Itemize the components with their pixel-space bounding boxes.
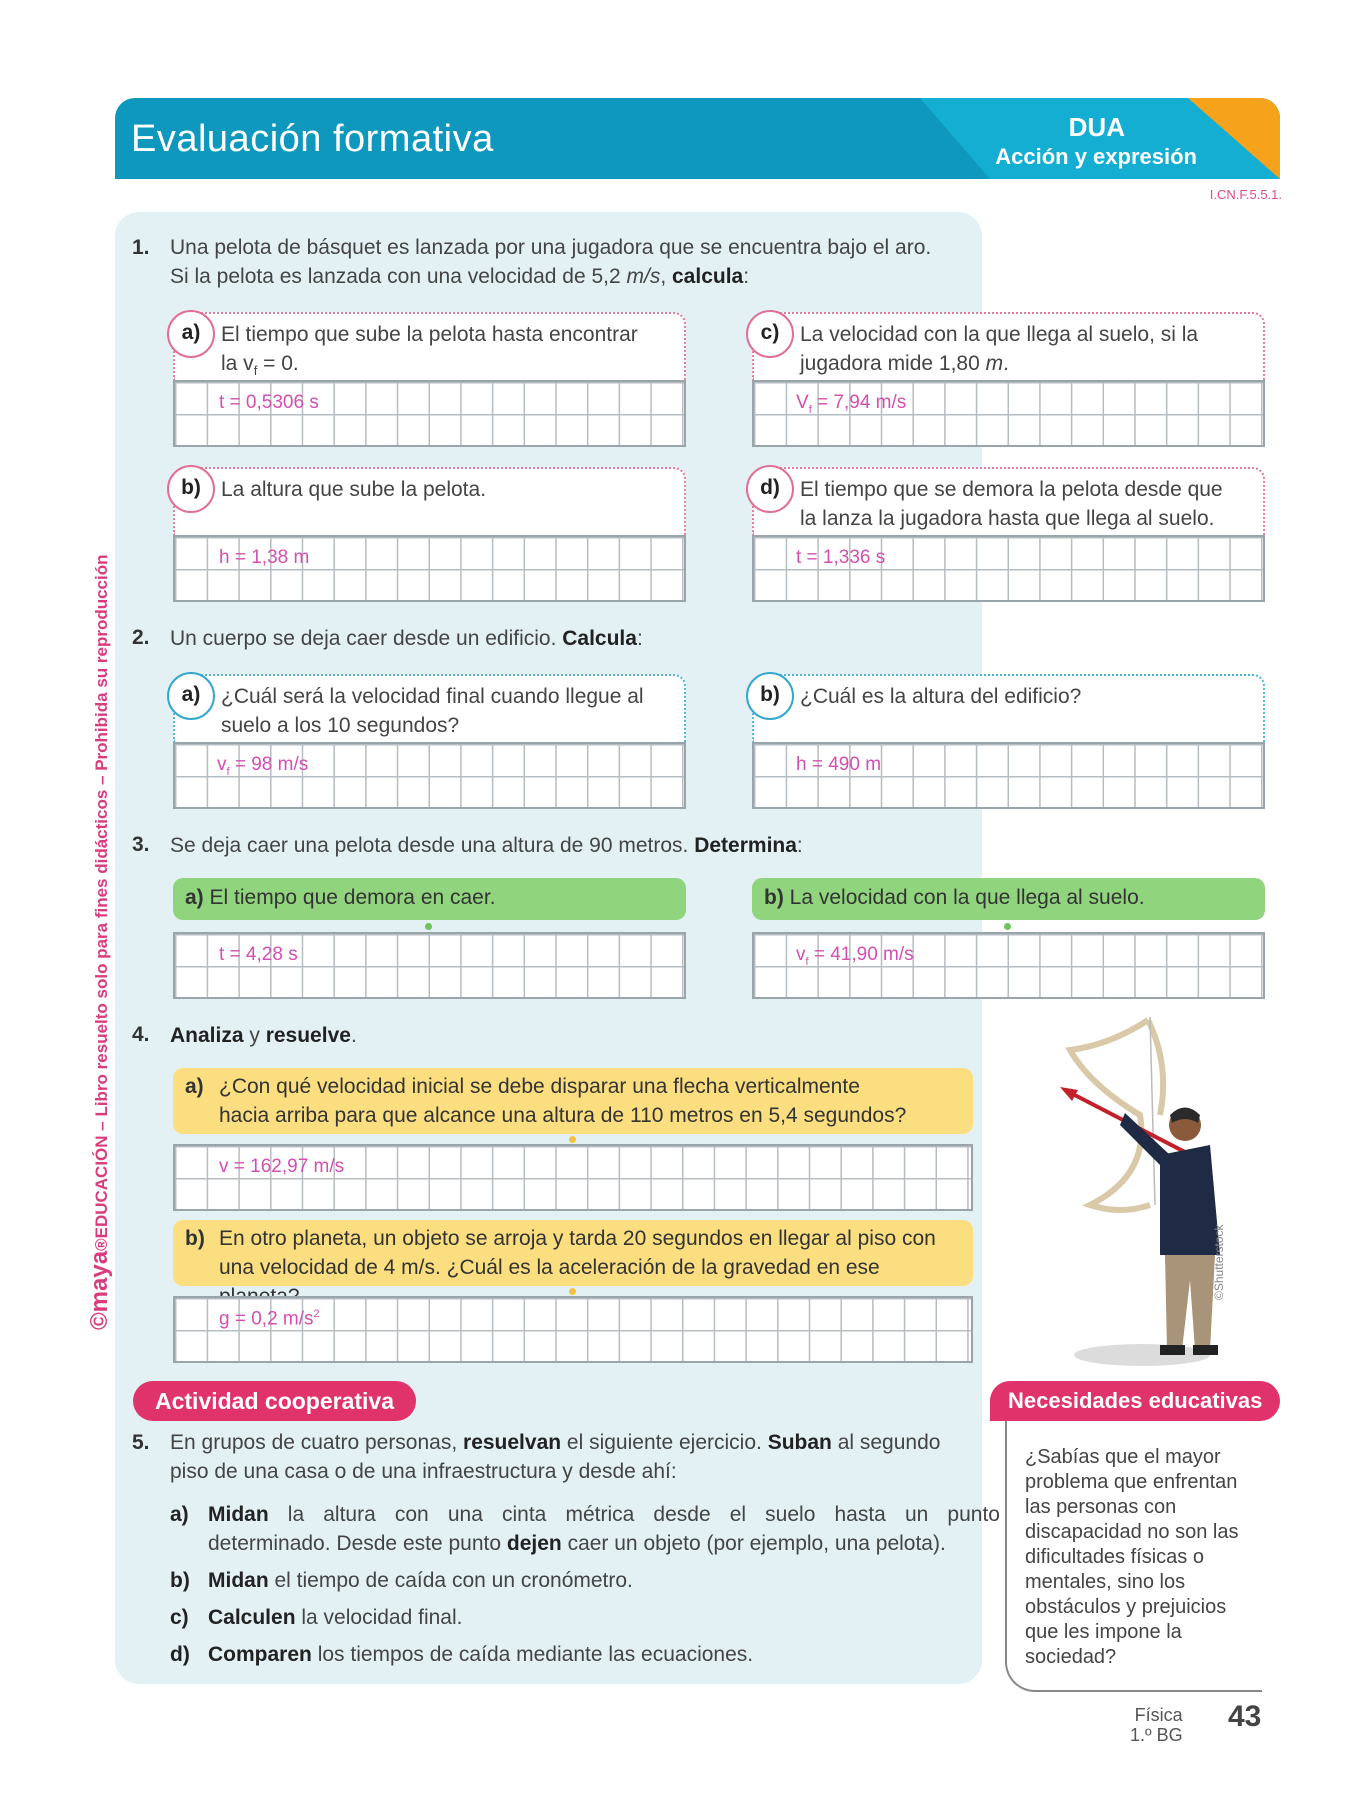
q3b-dot — [1004, 923, 1011, 930]
q1a-line-1: El tiempo que sube la pelota hasta encontrar — [221, 323, 638, 346]
q1a-prompt — [173, 312, 686, 380]
q3a-label: a) — [185, 886, 204, 909]
q3a-answer-grid[interactable] — [173, 932, 686, 999]
q4a-dot — [569, 1136, 576, 1143]
archer-illustration — [1030, 1005, 1230, 1370]
q3-text — [170, 831, 803, 860]
q1-bold: calcula — [672, 265, 744, 288]
q4a-answer: v = 162,97 m/s — [219, 1156, 345, 1177]
q4-number: 4. — [132, 1023, 150, 1046]
nec-line: las personas con — [1025, 1496, 1177, 1518]
q5-line-1 — [170, 1428, 975, 1457]
dua-title: DUA — [1068, 112, 1125, 142]
q4b-ans-sup: 2 — [313, 1308, 320, 1320]
q1c-label: c) — [746, 310, 794, 358]
q3b-text: La velocidad con la que llega al suelo. — [789, 886, 1145, 909]
q5b-item — [170, 1566, 975, 1596]
q5a-bold: Midan — [208, 1503, 269, 1526]
q2a-ans-end: = 98 m/s — [229, 754, 309, 775]
q1c-end: . — [1003, 352, 1009, 375]
q3a-prompt — [173, 878, 686, 920]
q2b-answer-grid[interactable] — [752, 742, 1265, 809]
q3-bold: Determina — [694, 834, 797, 857]
q3b-prompt — [752, 878, 1265, 920]
q1b-answer-grid[interactable] — [173, 535, 686, 602]
q4-bold-1: Analiza — [170, 1024, 244, 1047]
q2a-line-2: suelo a los 10 segundos? — [221, 714, 460, 737]
q4a-line-2: hacia arriba para que alcance una altura de 110 metros en 5,4 segundos? — [219, 1104, 907, 1127]
q5-line-2: piso de una casa o de una infraestructura y desde ahí: — [170, 1460, 677, 1483]
q2-number: 2. — [132, 626, 150, 649]
q1b-label: b) — [167, 465, 215, 513]
q2a-prompt — [173, 674, 686, 742]
q1-line-1: Una pelota de básquet es lanzada por una jugadora que se encuentra bajo el aro. — [170, 236, 932, 259]
nec-line: sociedad? — [1025, 1646, 1117, 1668]
nec-line: mentales, sino los — [1025, 1571, 1186, 1593]
coop-title: Actividad cooperativa — [133, 1381, 416, 1421]
q1-line-2a: Si la pelota es lanzada con una velocidad de 5,2 — [170, 265, 627, 288]
q1a-answer: t = 0,5306 s — [219, 392, 319, 413]
curriculum-code: I.CN.F.5.5.1. — [1209, 187, 1282, 202]
q2-text — [170, 624, 643, 653]
q1c-ans-end: = 7,94 m/s — [811, 392, 907, 413]
q1c-ans-sub: f — [808, 403, 812, 416]
q2b-answer: h = 490 m — [796, 754, 882, 775]
q2a-line-1: ¿Cuál será la velocidad final cuando llegue al — [221, 685, 644, 708]
q4b-label: b) — [185, 1227, 205, 1250]
q1c-line-1: La velocidad con la que llega al suelo, si la — [800, 323, 1199, 346]
q4-bold-2: resuelve — [265, 1024, 351, 1047]
bow-string — [1150, 1017, 1155, 1205]
q4b-answer-grid[interactable] — [173, 1296, 973, 1363]
q1c-unit: m — [985, 352, 1004, 375]
q4a-label: a) — [185, 1075, 204, 1098]
q5a-l2c: caer un objeto (por ejemplo, una pelota). — [561, 1532, 946, 1555]
q1d-answer: t = 1,336 s — [796, 547, 886, 568]
q2b-text: ¿Cuál es la altura del edificio? — [800, 685, 1082, 708]
nec-line: dificultades físicas o — [1025, 1546, 1204, 1568]
side-copyright — [86, 554, 114, 1330]
q1d-answer-grid[interactable] — [752, 535, 1265, 602]
q5c-text — [208, 1603, 1000, 1632]
nec-line: discapacidad no son las — [1025, 1521, 1239, 1543]
q1-line-2 — [170, 262, 970, 291]
q4b-ans-v: g = 0,2 m/s — [219, 1308, 314, 1330]
necesidades-text — [1025, 1445, 1255, 1670]
right-shoe — [1193, 1345, 1218, 1355]
q2-end: : — [636, 627, 643, 650]
q3-text-a: Se deja caer una pelota desde una altura de 90 metros. — [170, 834, 695, 857]
q4a-prompt — [173, 1068, 973, 1134]
q3-end: : — [796, 834, 803, 857]
q1c-line-2a: jugadora mide 1,80 — [800, 352, 986, 375]
q5-l1b: resuelvan — [463, 1431, 562, 1454]
q1-line-2c: : — [743, 265, 750, 288]
q5c-rest: la velocidad final. — [295, 1606, 463, 1629]
q1c-prompt — [752, 312, 1265, 380]
q3a-text: El tiempo que demora en caer. — [209, 886, 496, 909]
q1c-line-2 — [800, 349, 1253, 378]
q5d-item — [170, 1640, 975, 1670]
arrow-head — [1060, 1087, 1078, 1101]
nec-line: ¿Sabías que el mayor — [1025, 1446, 1221, 1468]
q2a-ans-v: v — [217, 754, 227, 775]
necesidades-title: Necesidades educativas — [990, 1381, 1280, 1421]
q5a-text — [208, 1500, 1000, 1558]
q2a-ans-sub: f — [226, 765, 230, 778]
q5d-bold: Comparen — [208, 1643, 312, 1666]
q1d-line-1: El tiempo que se demora la pelota desde que — [800, 478, 1223, 501]
nec-line: obstáculos y prejuicios — [1025, 1596, 1227, 1618]
q5a-line-2 — [208, 1529, 1000, 1558]
q4a-line-1: ¿Con qué velocidad inicial se debe disparar una flecha verticalmente — [219, 1075, 860, 1098]
header-banner — [115, 98, 1280, 179]
q4-text — [170, 1021, 357, 1050]
side-rest: ®EDUCACIÓN – Libro resuelto solo para fines didácticos – Prohibida su reproducción — [92, 554, 111, 1251]
photo-credit: ©Shutterstock — [1212, 1224, 1226, 1300]
q5a-label: a) — [170, 1503, 189, 1526]
q5c-bold: Calculen — [208, 1606, 296, 1629]
archer-pants — [1165, 1255, 1215, 1350]
q4b-line-1: En otro planeta, un objeto se arroja y tarda 20 segundos en llegar al piso con — [219, 1227, 936, 1250]
q5d-rest: los tiempos de caída mediante las ecuaciones. — [311, 1643, 754, 1666]
q2-bold: Calcula — [562, 627, 637, 650]
q4a-answer-grid[interactable] — [173, 1144, 973, 1211]
q1a-v: la v — [221, 352, 254, 375]
footer-subject — [1130, 1705, 1183, 1745]
q5b-rest: el tiempo de caída con un cronómetro. — [268, 1569, 633, 1592]
q5-l1d: Suban — [767, 1431, 832, 1454]
q5b-label: b) — [170, 1569, 190, 1592]
q1-unit: m/s — [626, 265, 661, 288]
nec-line: problema que enfrentan — [1025, 1471, 1238, 1493]
q4b-dot — [569, 1288, 576, 1295]
q4-mid: y — [243, 1024, 266, 1047]
q4b-line-2: una velocidad de 4 m/s. ¿Cuál es la aceleración de la gravedad en ese — [219, 1256, 880, 1279]
q1d-label: d) — [746, 465, 794, 513]
page-title: Evaluación formativa — [131, 118, 494, 160]
q1-text — [170, 233, 970, 291]
q5a-l2b: dejen — [506, 1532, 562, 1555]
archer-shadow — [1074, 1344, 1210, 1366]
footer-grade: 1.º BG — [1130, 1725, 1183, 1745]
dua-subtitle: Acción y expresión — [995, 144, 1197, 169]
q1a-answer-grid[interactable] — [173, 380, 686, 447]
q1c-answer — [796, 392, 906, 416]
q1-number: 1. — [132, 236, 150, 259]
q5b-text — [208, 1566, 1000, 1595]
side-brand: ©maya — [86, 1250, 113, 1330]
q1c-ans-v: V — [796, 392, 809, 413]
q3b-ans-v: v — [796, 944, 806, 965]
q3b-ans-sub: f — [805, 955, 809, 968]
q5c-item — [170, 1603, 975, 1633]
q1a-sub: f — [253, 363, 258, 379]
q1b-prompt — [173, 467, 686, 535]
q5b-bold: Midan — [208, 1569, 269, 1592]
q5a-l1: la altura con una cinta métrica desde el suelo hasta un punto — [268, 1503, 1000, 1526]
q1b-answer: h = 1,38 m — [219, 547, 310, 568]
q1d-line-2: la lanza la jugadora hasta que llega al suelo. — [800, 507, 1215, 530]
q4b-prompt — [173, 1220, 973, 1286]
q3b-answer-grid[interactable] — [752, 932, 1265, 999]
q5d-text — [208, 1640, 1000, 1669]
q2b-label: b) — [746, 672, 794, 720]
q2b-prompt — [752, 674, 1265, 742]
q1b-text: La altura que sube la pelota. — [221, 478, 487, 501]
q1a-label: a) — [167, 310, 215, 358]
q3b-ans-end: = 41,90 m/s — [808, 944, 914, 965]
q1c-answer-grid[interactable] — [752, 380, 1265, 447]
q5a-l2a: determinado. Desde este punto — [208, 1532, 507, 1555]
q4b-answer — [219, 1308, 320, 1330]
page-number: 43 — [1228, 1700, 1262, 1733]
q5-text — [170, 1428, 975, 1486]
q3a-answer: t = 4,28 s — [219, 944, 298, 965]
q5a-item — [170, 1500, 1000, 1560]
q2-text-a: Un cuerpo se deja caer desde un edificio. — [170, 627, 563, 650]
q2a-label: a) — [167, 672, 215, 720]
q5c-label: c) — [170, 1606, 189, 1629]
q5d-label: d) — [170, 1643, 190, 1666]
q5a-line-1 — [208, 1500, 1000, 1529]
q5-l1e: al segundo — [831, 1431, 941, 1454]
q2a-answer-grid[interactable] — [173, 742, 686, 809]
nec-line: que les impone la — [1025, 1621, 1182, 1643]
q3b-answer — [796, 944, 914, 968]
left-shoe — [1160, 1345, 1185, 1355]
q5-number: 5. — [132, 1431, 150, 1454]
q3a-dot — [425, 923, 432, 930]
q3-number: 3. — [132, 833, 150, 856]
q2a-answer — [217, 754, 308, 778]
q5-l1c: el siguiente ejercicio. — [561, 1431, 768, 1454]
q5-l1a: En grupos de cuatro personas, — [170, 1431, 464, 1454]
q1-line-2b: , — [660, 265, 672, 288]
footer-subject-name: Física — [1134, 1705, 1183, 1725]
q1a-end: = 0. — [257, 352, 299, 375]
q3b-label: b) — [764, 886, 784, 909]
q4-end: . — [350, 1024, 357, 1047]
q1d-prompt — [752, 467, 1265, 535]
